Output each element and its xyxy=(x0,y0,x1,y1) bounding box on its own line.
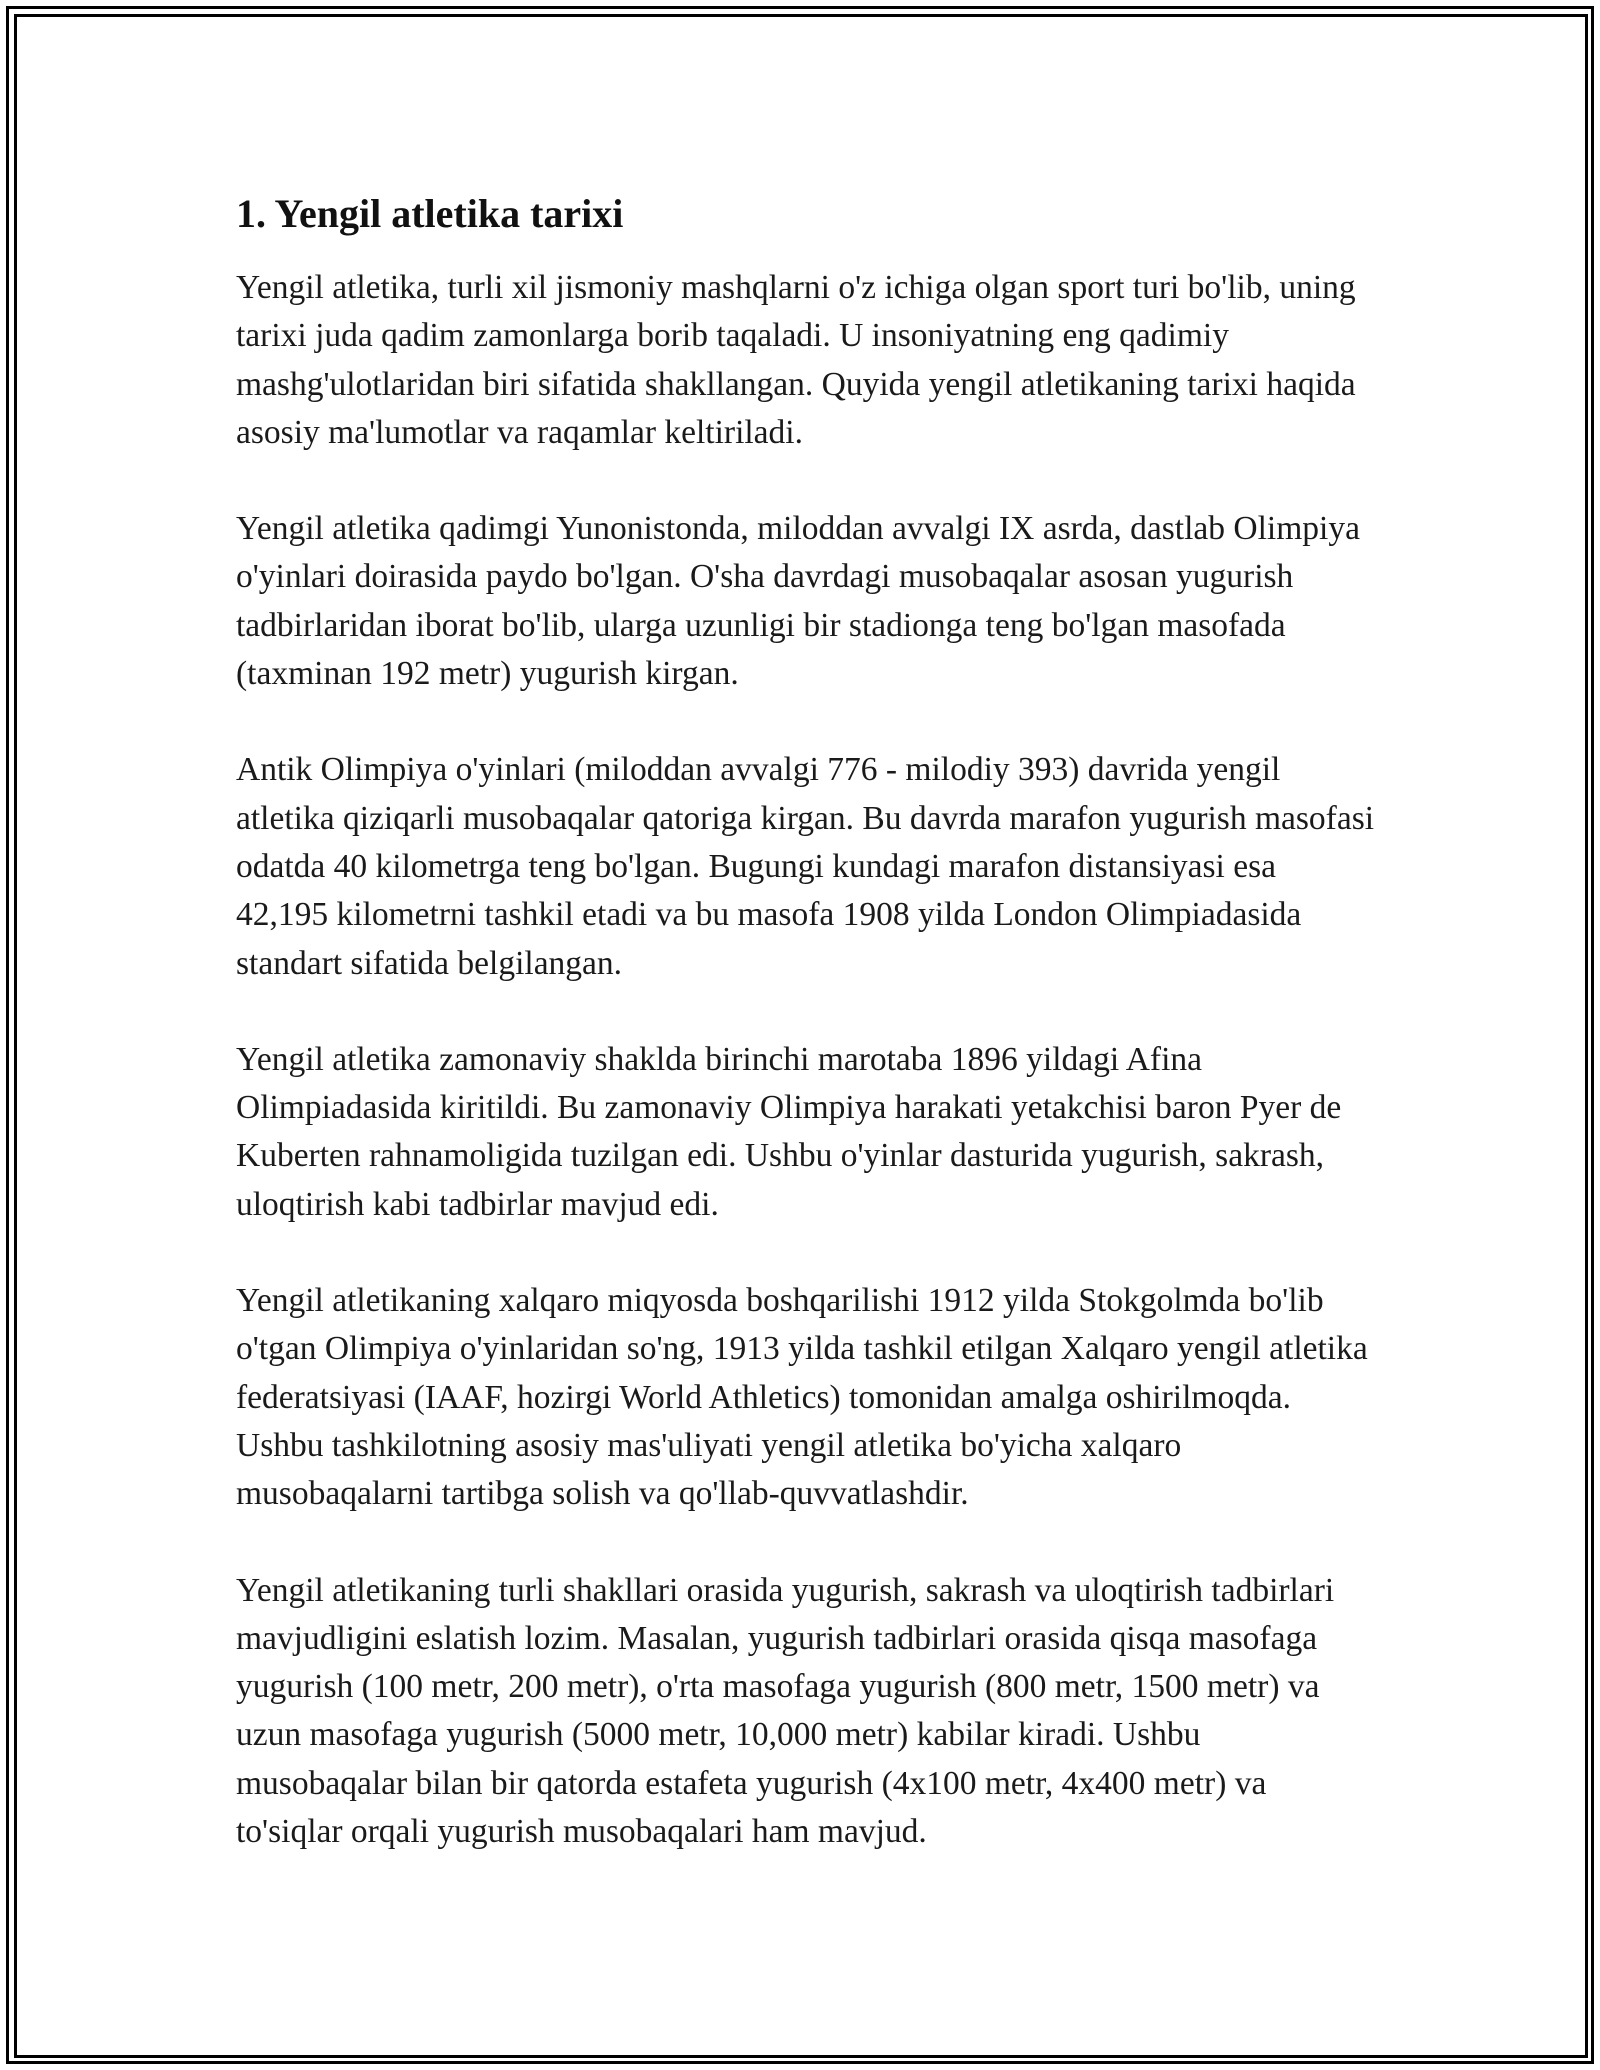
section-heading: 1. Yengil atletika tarixi xyxy=(236,191,624,236)
paragraph-intro: Yengil atletika, turli xil jismoniy mashqlarni o'z ichiga olgan sport turi bo'lib, uning tarixi juda qadim zamonlarga borib taqaladi. U insoniyatning eng qadimiy mashg'ulotlaridan biri sifatida shakllangan. Quyida yengil atletikaning tarixi haqida asosiy ma'lumotlar va raqamlar keltiriladi. xyxy=(236,269,1356,451)
paragraph-modern-olympics: Yengil atletika zamonaviy shaklda birinchi marotaba 1896 yildagi Afina Olimpiadasida kiritildi. Bu zamonaviy Olimpiya harakati yetakchisi baron Pyer de Kuberten rahnamoligida tuzilgan edi. Ushbu o'yinlar dasturida yugurish, sakrash, uloqtirish kabi tadbirlar mavjud edi. xyxy=(236,1040,1342,1223)
paragraph-ancient-greece: Yengil atletika qadimgi Yunonistonda, miloddan avvalgi IX asrda, dastlab Olimpiya o'yinlari doirasida paydo bo'lgan. O'sha davrdagi musobaqalar asosan yugurish tadbirlaridan iborat bo'lib, ularga uzunligi bir stadionga teng bo'lgan masofada (taxminan 192 metr) yugurish kirgan. xyxy=(236,510,1360,693)
paragraph-antique-olympics: Antik Olimpiya o'yinlari (miloddan avvalgi 776 - milodiy 393) davrida yengil atletika qiziqarli musobaqalar qatoriga kirgan. Bu davrda marafon yugurish masofasi odatda 40 kilometrga teng bo'lgan. Bugungi kundagi marafon distansiyasi esa 42,195 kilometrni tashkil etadi va bu masofa 1908 yilda London Olimpiadasida standart sifatida belgilangan. xyxy=(236,751,1375,982)
paragraph-international-governance: Yengil atletikaning xalqaro miqyosda boshqarilishi 1912 yilda Stokgolmda bo'lib o'tgan Olimpiya o'yinlaridan so'ng, 1913 yilda tashkil etilgan Xalqaro yengil atletika federatsiyasi (IAAF, hozirgi World Athletics) tomonidan amalga oshirilmoqda. Ushbu tashkilotning asosiy mas'uliyati yengil atletika bo'yicha xalqaro musobaqalarni tartibga solish va qo'llab-quvvatlashdir. xyxy=(236,1282,1368,1513)
paragraph-event-types: Yengil atletikaning turli shakllari orasida yugurish, sakrash va uloqtirish tadbirlari mavjudligini eslatish lozim. Masalan, yugurish tadbirlari orasida qisqa masofaga yugurish (100 metr, 200 metr), o'rta masofaga yugurish (800 metr, 1500 metr) va uzun masofaga yugurish (5000 metr, 10,000 metr) kabilar kiradi. Ushbu musobaqalar bilan bir qatorda estafeta yugurish (4x100 metr, 4x400 metr) va to'siqlar orqali yugurish musobaqalari ham mavjud. xyxy=(236,1571,1335,1851)
document-body xyxy=(236,188,1376,1904)
